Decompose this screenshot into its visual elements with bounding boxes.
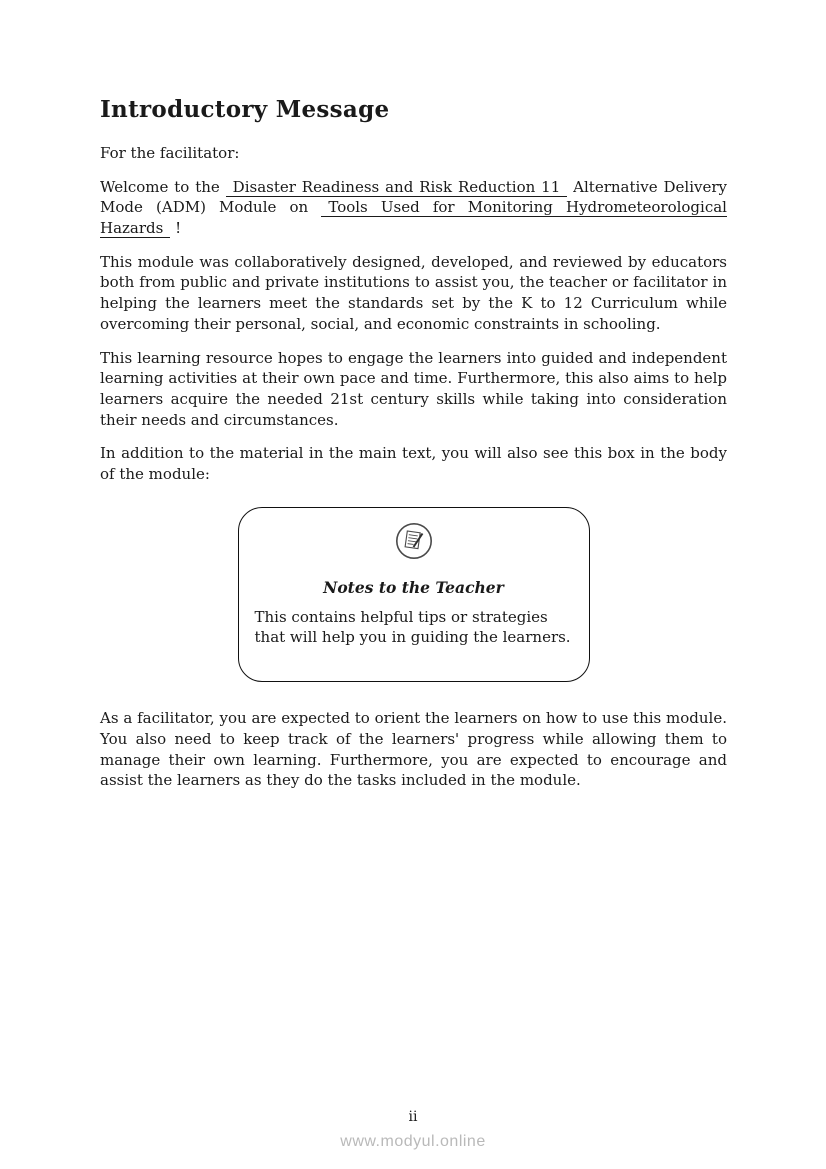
note-icon-container: [255, 522, 573, 564]
page-title: Introductory Message: [100, 96, 390, 123]
salutation-text: For the facilitator:: [100, 144, 240, 162]
welcome-pre-text: Welcome to the: [100, 177, 220, 196]
notes-to-teacher-box: [238, 507, 590, 683]
paragraph-learning-resource: This learning resource hopes to engage the learners into guided and independent learning activities at their own pace and time. Furthermore, this also aims to help learners acquire the needed 21st century skills while taking into consideration their needs and circumstances.: [100, 348, 727, 429]
pen-writing-on-paper-icon: [395, 545, 433, 564]
welcome-post-text: !: [175, 219, 182, 238]
paragraph-facilitator-role: As a facilitator, you are expected to orient the learners on how to use this module. You also need to keep track of the learners' progress while allowing them to manage their own learning. Furthermore, you are expected to encourage and assist the learners as they do the tasks included in the module.: [100, 709, 727, 790]
note-box-body: This contains helpful tips or strategies that will help you in guiding the learners.: [254, 607, 571, 646]
paragraph-box-intro: In addition to the material in the main text, you will also see this box in the body of the module:: [100, 444, 727, 483]
module-name-underlined: Tools Used for Monitoring Hydrometeorological Hazards: [100, 198, 727, 238]
welcome-mid-text: Alternative Delivery Mode (ADM) Module on: [100, 177, 728, 217]
welcome-paragraph: [100, 177, 727, 239]
watermark-text: www.modyul.online: [340, 1133, 486, 1150]
course-name-underlined: Disaster Readiness and Risk Reduction 11: [226, 178, 568, 197]
page-number: ii: [408, 1109, 418, 1125]
page-footer: [0, 1109, 826, 1169]
paragraph-module-design: This module was collaboratively designed, developed, and reviewed by educators both from public and private institutions to assist you, the teacher or facilitator in helping the learners meet the standards set by the K to 12 Curriculum while overcoming their personal, social, and economic constraints in schooling.: [100, 252, 727, 333]
note-box-title: Notes to the Teacher: [323, 577, 504, 597]
